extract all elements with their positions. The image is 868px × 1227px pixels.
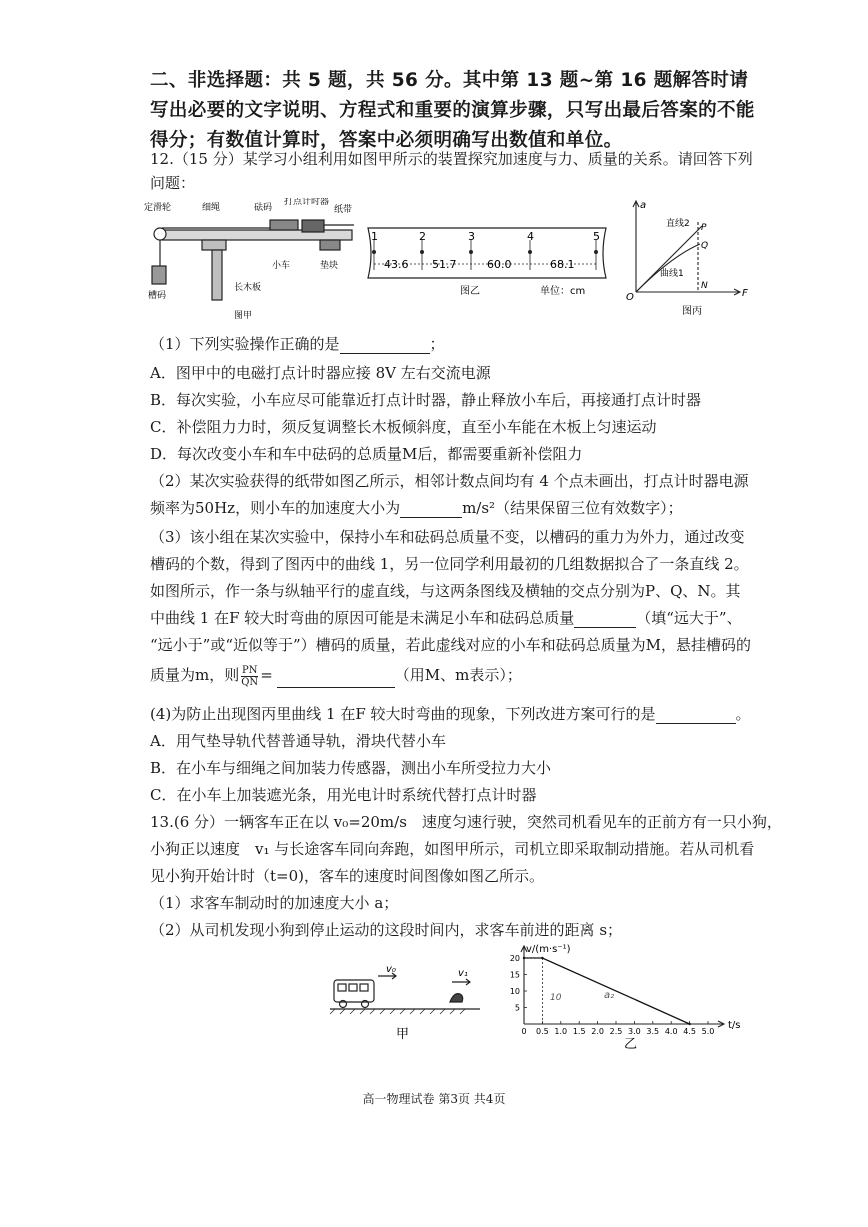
q12-part2-b2: m/s²（结果保留三位有效数字）； [462,499,683,517]
unit-yi: 单位：cm [540,286,586,297]
x-tick-label: 0.5 [536,1027,549,1036]
label-v1: v₁ [458,968,468,979]
q12-part2-a: （2）某次实验获得的纸带如图乙所示，相邻计数点间均有 4 个点未画出，打点计时器电源 [150,472,749,490]
y-tick-label: 10 [509,987,520,996]
figure-yi-tape [360,222,615,302]
q12-part4-option-c: C．在小车上加装遮光条，用光电计时系统代替打点计时器 [150,786,537,804]
label-bucket: 槽码 [148,291,167,301]
q12-part3-c: 如图所示，作一条与纵轴平行的虚直线，与这两条图线及横轴的交点分别为P、Q、N。其 [150,582,741,600]
tape-distance-4: 68.1 [550,258,575,271]
q12-part3-f1: 质量为m，则 [150,666,240,684]
label-timer: 打点计时器 [284,198,330,207]
section-heading: 二、非选择题：共 5 题，共 56 分。其中第 13 题~第 16 题解答时请写出必要的文字说明、方程式和重要的演算步骤，只写出最后答案的不能得分；有数值计算时，答案中必须明确写出数值和单位。 [150,70,755,151]
answer-blank-2[interactable] [400,517,462,518]
q12-option-c: C．补偿阻力力时，须反复调整长木板倾斜度，直至小车能在木板上匀速运动 [150,418,657,436]
y-tick-label: 15 [509,970,520,980]
q12-part1-end: ； [429,335,445,353]
figure-bing-graph [622,196,758,320]
page-footer: 高一物理试卷 第3页 共4页 [362,1092,506,1106]
x-tick-label: 1.0 [554,1027,568,1036]
q12-stem-line2: 问题： [150,174,196,192]
answer-blank-4[interactable] [277,687,395,688]
label-tape: 纸带 [334,205,353,215]
q12-part4-option-a: A．用气垫导轨代替普通导轨，滑块代替小车 [150,732,446,750]
answer-blank-5[interactable] [656,723,736,724]
q12-part3-f3: （用M、m表示）； [394,666,522,684]
series-point [523,957,525,959]
handwritten-note-a2: a₂ [604,990,615,1001]
axis-a-label: a [640,200,647,211]
q13-line3: 见小狗开始计时（t=0)，客车的速度时间图像如图乙所示。 [150,867,544,885]
tape-distance-2: 51.7 [432,258,457,271]
label-cart: 小车 [272,261,291,271]
x-tick-label: 4.5 [683,1027,696,1036]
q12-part2-b1: 频率为50Hz，则小车的加速度大小为 [150,499,401,517]
tape-point-4: 4 [527,230,534,243]
caption-yi: 图乙 [460,286,480,297]
handwritten-note-10: 10 [550,993,562,1003]
label-pulley: 定滑轮 [144,203,172,213]
q12-part4-text: (4)为防止出现图丙里曲线 1 在F 较大时弯曲的现象，下列改进方案可行的是 [150,705,656,723]
q12-part3-e: “远小于”或“近似等于”）槽码的质量，若此虚线对应的小车和砝码总质量为M，悬挂槽码的 [150,636,752,654]
caption-q13-jia: 甲 [396,1027,410,1042]
x-tick-label: 3.0 [628,1027,641,1036]
point-q-label: Q [701,241,709,251]
q13-line2: 小狗正以速度 v₁ 与长途客车同向奔跑，如图甲所示，司机立即采取制动措施。若从司机看 [150,840,755,858]
x-tick-label: 3.5 [646,1027,660,1036]
q12-option-b: B．每次实验，小车应尽可能靠近打点计时器，静止释放小车后，再接通打点计时器 [150,391,702,409]
answer-blank-3[interactable] [574,627,636,628]
series-point [541,957,543,959]
figure-q13-yi-chart [496,940,746,1052]
tape-point-2: 2 [419,230,426,243]
q13-sub2: （2）从司机发现小狗到停止运动的这段时间内，求客车前进的距离 s； [150,921,623,939]
q13-line1: 13.(6 分）一辆客车正在以 v₀=20m/s 速度匀速行驶，突然司机看见车的正前方有一只小狗， [150,813,782,831]
point-n-label: N [701,281,708,291]
chart-ylabel: v/(m·s⁻¹) [526,944,571,955]
fraction-numerator: PN [241,664,258,676]
x-tick-label: 0 [521,1027,527,1036]
series-point [688,1023,690,1025]
label-rope: 细绳 [202,203,221,213]
q12-part3-b: 槽码的个数，得到了图丙中的曲线 1，另一位同学利用最初的几组数据拟合了一条直线 2。 [150,555,749,573]
q12-stem-line1: 12.（15 分）某学习小组利用如图甲所示的装置探究加速度与力、质量的关系。请回答下列 [150,150,753,168]
q12-part3-d [150,607,742,628]
q12-part4 [150,703,751,724]
x-tick-label: 2.0 [591,1027,604,1036]
q12-option-d: D．每次改变小车和车中砝码的总质量M后，都需要重新补偿阻力 [150,445,583,463]
tape-point-5: 5 [593,230,600,243]
x-tick-label: 4.0 [664,1027,678,1036]
tape-distance-1: 43.6 [384,258,409,271]
label-v0: v₀ [386,964,396,975]
q12-option-a: A．图甲中的电磁打点计时器应接 8V 左右交流电源 [150,364,491,382]
q12-part2-b [150,497,683,518]
label-block: 垫块 [320,261,339,271]
label-weights: 砝码 [254,203,273,213]
y-tick-label: 5 [514,1003,520,1013]
q12-part3-d1: 中曲线 1 在F 较大时弯曲的原因可能是未满足小车和砝码总质量 [150,609,575,627]
x-tick-label: 1.5 [572,1027,586,1036]
q12-part1 [150,333,445,354]
fraction-denominator: QN [241,676,259,688]
figure-jia-apparatus [142,198,357,323]
tape-point-1: 1 [371,230,378,243]
q12-part3-f2: = [260,666,273,684]
tape-distance-3: 60.0 [487,258,512,271]
curve1-label: 曲线1 [660,269,684,279]
q13-sub1: （1）求客车制动时的加速度大小 a； [150,894,399,912]
figure-q13-jia [330,962,480,1042]
origin-label: O [626,292,634,303]
tape-point-3: 3 [468,230,475,243]
q12-part3-d2: （填“远大于”、 [636,609,742,627]
caption-q13-yi: 乙 [624,1037,638,1052]
x-tick-label: 2.5 [609,1027,623,1036]
point-p-label: P [701,223,707,233]
q12-part3-a: （3）该小组在某次实验中，保持小车和砝码总质量不变，以槽码的重力为外力，通过改变 [150,528,745,546]
caption-bing: 图丙 [682,306,702,317]
axis-f-label: F [742,288,748,299]
chart-xlabel: t/s [728,1020,741,1031]
answer-blank-1[interactable] [340,353,430,354]
q12-part4-option-b: B．在小车与细绳之间加装力传感器，测出小车所受拉力大小 [150,759,552,777]
q12-part4-end: 。 [735,705,751,723]
q12-part1-text: （1）下列实验操作正确的是 [150,335,340,353]
line2-label: 直线2 [666,219,690,229]
label-board: 长木板 [234,283,262,293]
fraction-pn-qn [241,665,258,688]
y-tick-label: 20 [509,954,520,963]
x-tick-label: 5.0 [701,1027,715,1036]
caption-jia: 图甲 [234,311,253,321]
q12-part3-f [150,664,522,688]
